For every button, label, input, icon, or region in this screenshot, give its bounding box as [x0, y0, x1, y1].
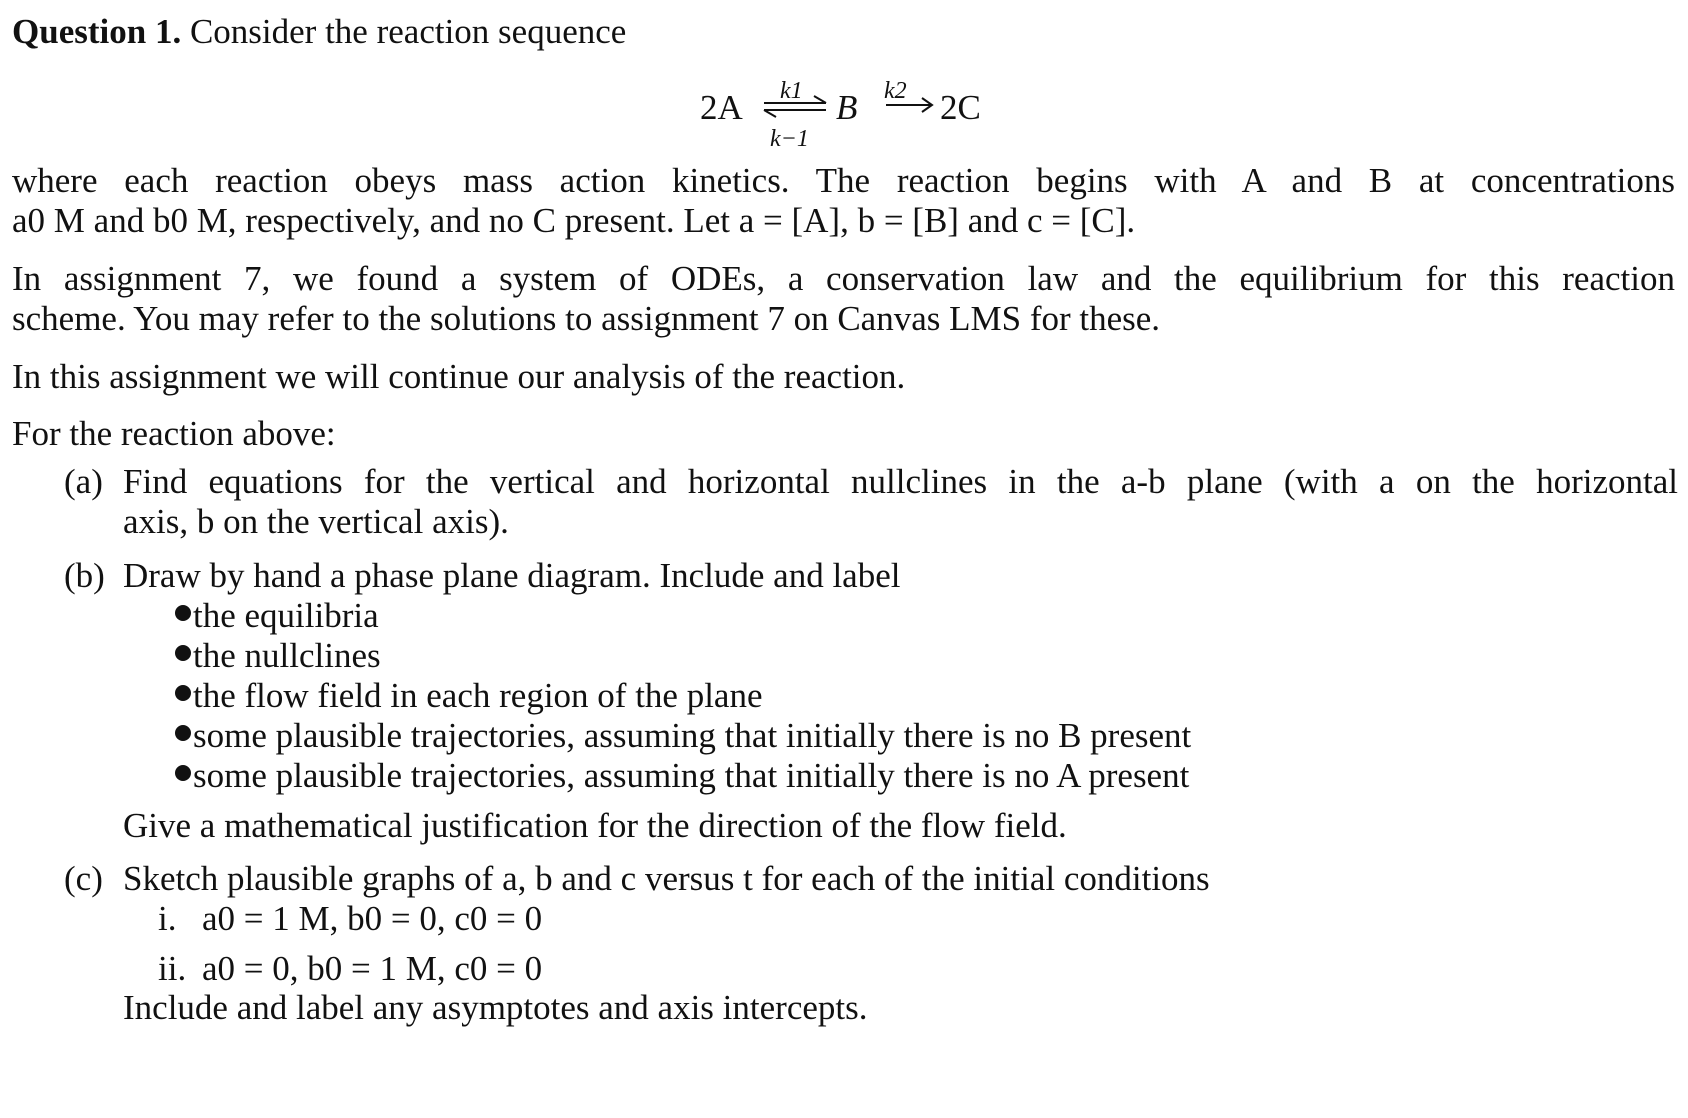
forward-arrow-head — [814, 96, 826, 103]
part-b-bullet-5: some plausible trajectories, assuming that initially there is no A present — [193, 756, 1190, 795]
paragraph-1-line-2: a0 M and b0 M, respectively, and no C present. Let a = [A], b = [B] and c = [C]. — [12, 201, 1136, 240]
part-b-bullet-3: the flow field in each region of the plane — [193, 676, 763, 715]
part-c-item-label: i. — [158, 899, 177, 938]
part-a-label: (a) — [64, 462, 103, 501]
scheme-intermediate: B — [836, 88, 858, 127]
part-a-line-2: axis, b on the vertical axis). — [123, 502, 509, 541]
paragraph-1-line-1: where each reaction obeys mass action kinetics. The reaction begins with A and B at concentrations — [12, 161, 1675, 200]
reverse-arrow-head — [764, 110, 776, 117]
part-b-line-1: Draw by hand a phase plane diagram. Include and label — [123, 556, 901, 595]
scheme-k-reverse: k−1 — [770, 126, 809, 152]
scheme-product: 2C — [940, 88, 981, 127]
part-b-bullet-2: the nullclines — [193, 636, 381, 675]
part-c-label: (c) — [64, 859, 103, 898]
bullet-dot — [175, 645, 191, 661]
part-c-item-text: a0 = 1 M, b0 = 0, c0 = 0 — [202, 899, 543, 938]
part-c-item-text: a0 = 0, b0 = 1 M, c0 = 0 — [202, 949, 543, 988]
scheme-k2: k2 — [884, 78, 907, 104]
paragraph-2-line-1: In assignment 7, we found a system of ODEs, a conservation law and the equilibrium for this reaction — [12, 259, 1675, 298]
part-c-closing: Include and label any asymptotes and axis intercepts. — [123, 988, 868, 1027]
paragraph-4: For the reaction above: — [12, 414, 336, 453]
part-a-line-1: Find equations for the vertical and horizontal nullclines in the a-b plane (with a on the horizontal — [123, 462, 1678, 501]
part-b-label: (b) — [64, 556, 105, 595]
part-b-bullet-1: the equilibria — [193, 596, 379, 635]
scheme-reactant-text: 2A — [700, 88, 743, 127]
bullet-dot — [175, 685, 191, 701]
reaction-scheme — [700, 78, 1000, 158]
part-c-line-1: Sketch plausible graphs of a, b and c versus t for each of the initial conditions — [123, 859, 1210, 898]
question-header — [12, 12, 626, 52]
paragraph-2-line-2: scheme. You may refer to the solutions to assignment 7 on Canvas LMS for these. — [12, 299, 1161, 338]
bullet-dot — [175, 765, 191, 781]
bullet-dot — [175, 725, 191, 741]
part-c-item-label: ii. — [158, 949, 187, 988]
question-label: Question 1. — [12, 12, 182, 51]
scheme-k-forward: k1 — [780, 78, 803, 104]
part-b-bullet-4: some plausible trajectories, assuming that initially there is no B present — [193, 716, 1192, 755]
paragraph-3: In this assignment we will continue our analysis of the reaction. — [12, 357, 906, 396]
question-intro: Consider the reaction sequence — [189, 12, 627, 51]
part-b-closing: Give a mathematical justification for the direction of the flow field. — [123, 806, 1067, 845]
bullet-dot — [175, 605, 191, 621]
